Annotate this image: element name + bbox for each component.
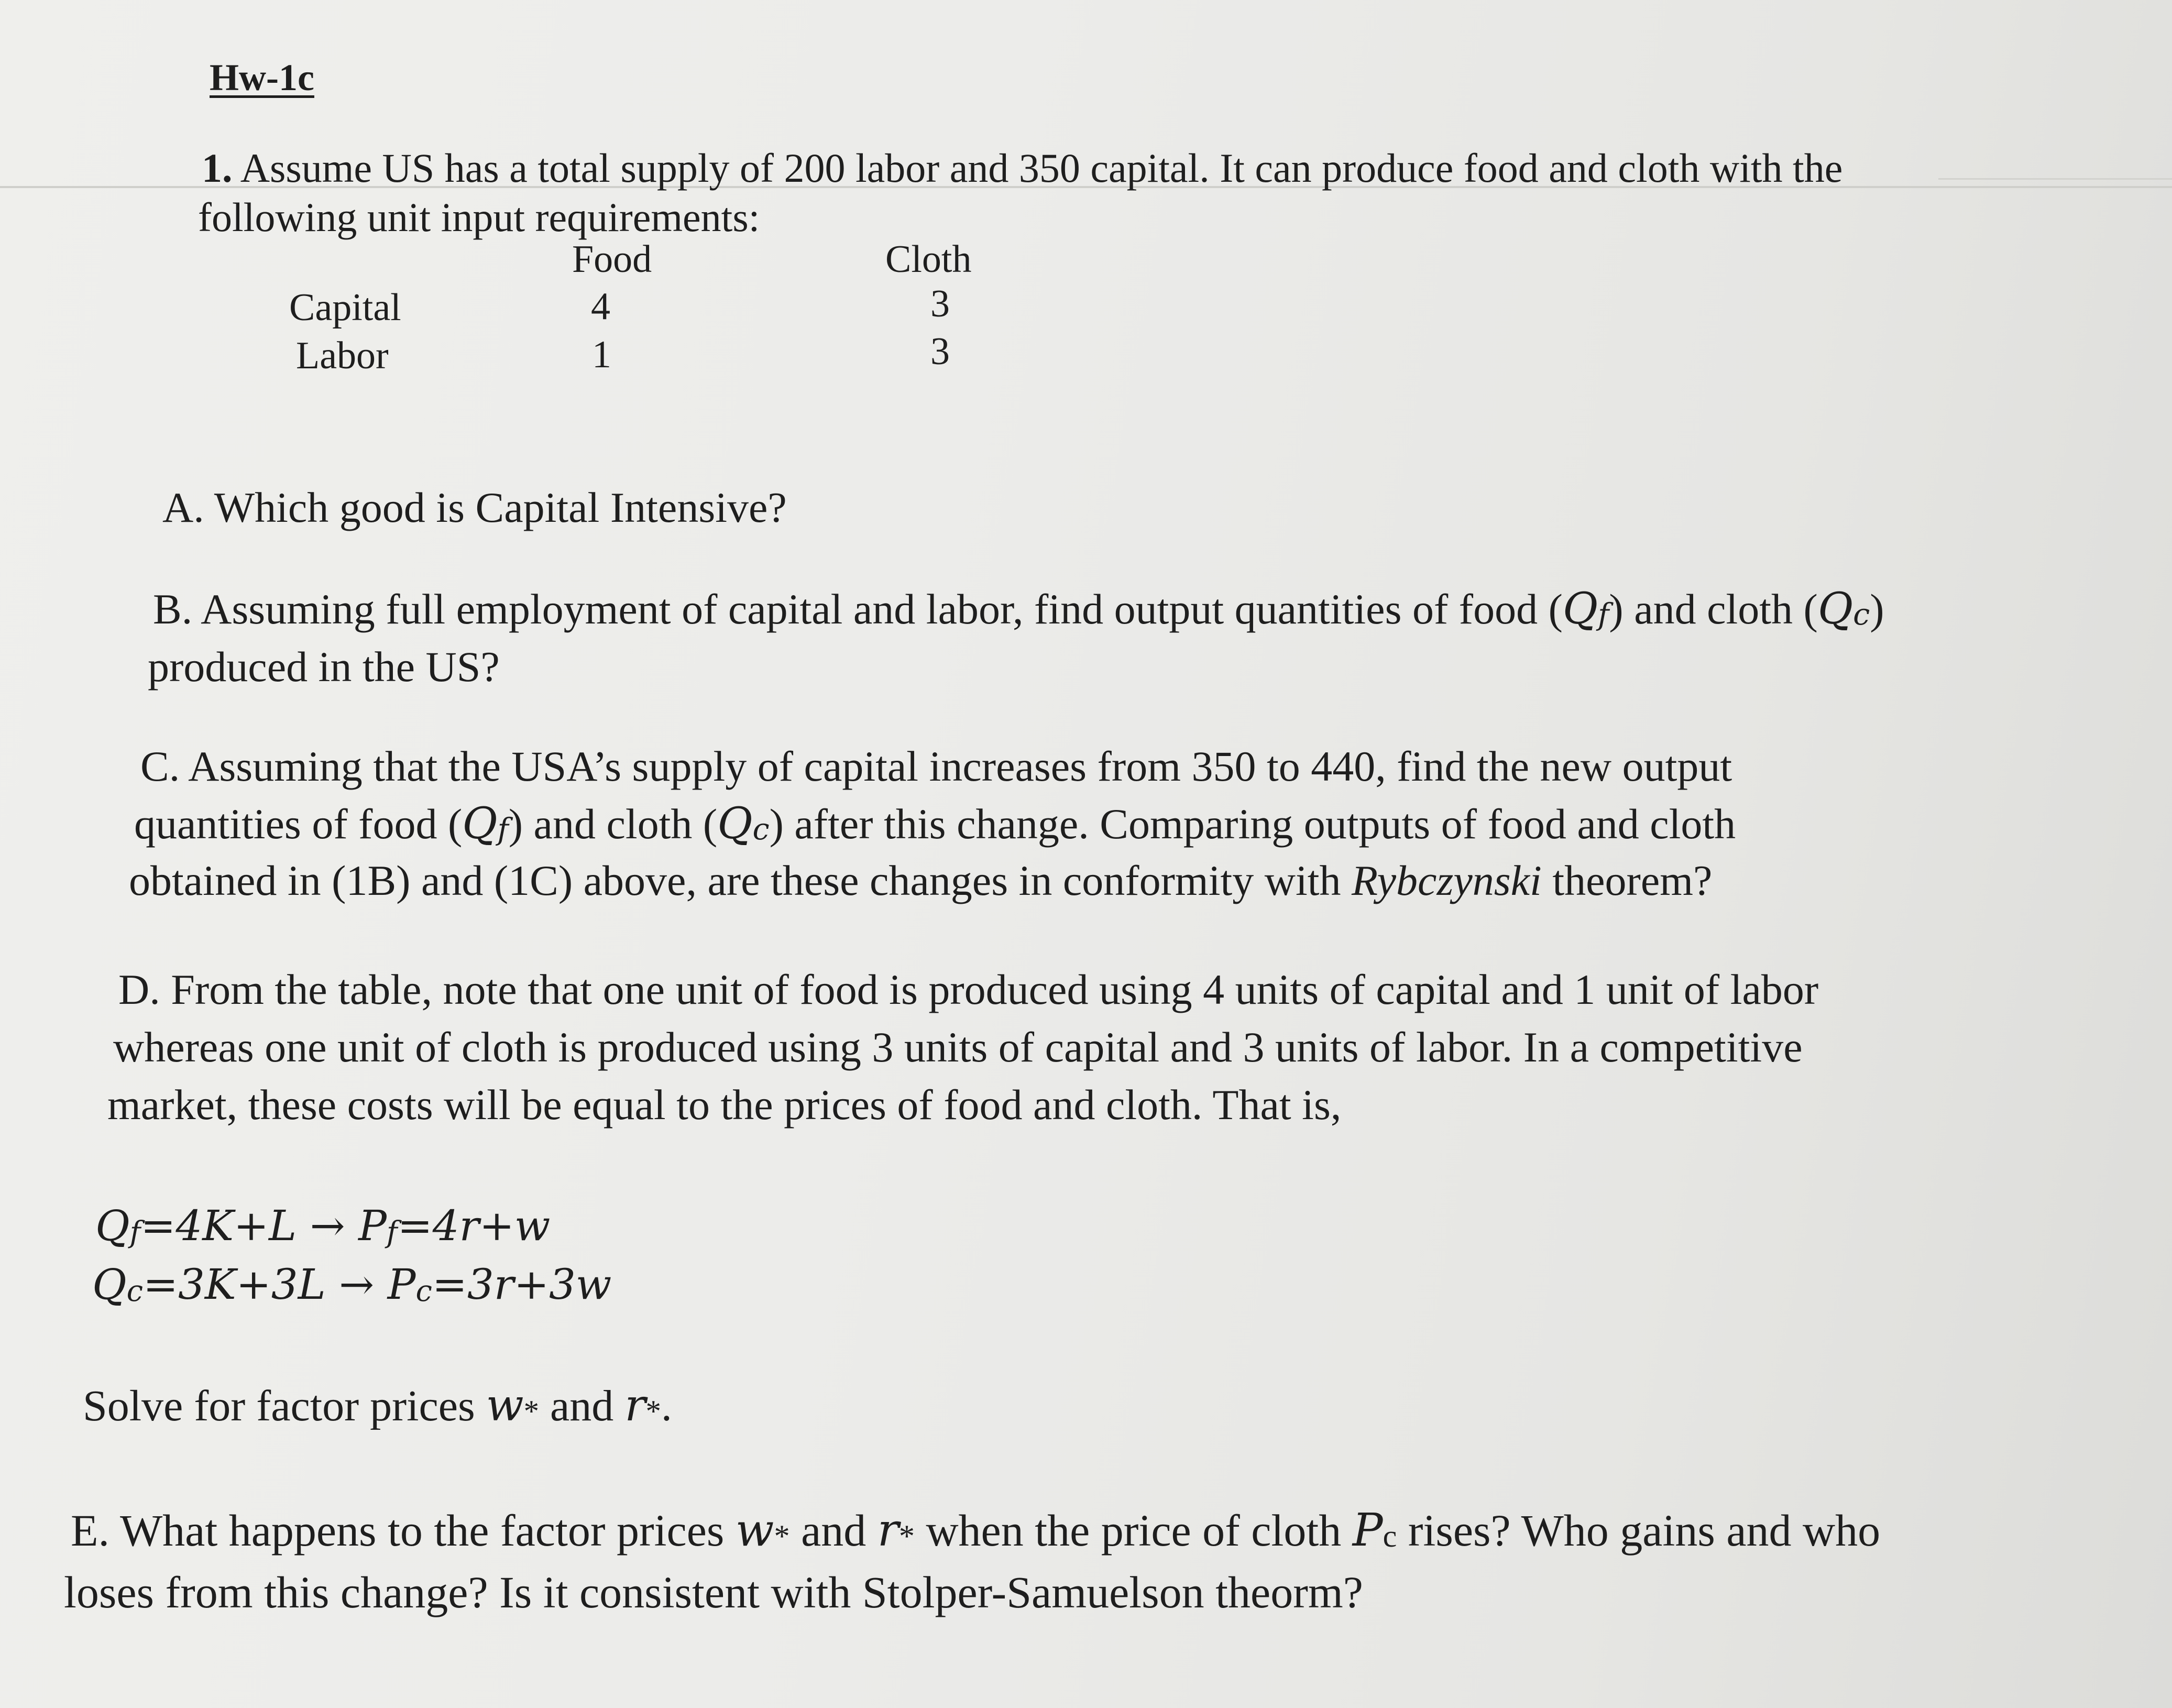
solve-post: .: [661, 1382, 672, 1430]
part-e-line1-pre: E. What happens to the factor prices: [71, 1505, 736, 1556]
part-d-line2: whereas one unit of cloth is produced using 3 units of capital and 3 units of labor. In a competitive: [113, 1023, 1803, 1071]
part-a-question: A. Which good is Capital Intensive?: [162, 484, 787, 531]
part-c-qc-symbol: [717, 799, 769, 849]
part-c-qc-sub: c: [752, 812, 770, 847]
part-d-line3: market, these costs will be equal to the prices of food and cloth. That is,: [107, 1081, 1342, 1129]
table-header-food: Food: [572, 238, 652, 281]
part-c-qf: Q: [462, 799, 498, 849]
eq1-p-sub: f: [386, 1216, 398, 1250]
part-c-qf-sub: f: [497, 812, 509, 847]
part-e-p: P: [1352, 1504, 1383, 1557]
part-b-qc-symbol: [1818, 584, 1870, 634]
eq1-body: =4K+L → P: [140, 1201, 387, 1250]
eq2-q-sub: c: [126, 1274, 143, 1308]
part-b-line2: produced in the US?: [148, 643, 500, 691]
part-e-r-star: *: [898, 1519, 915, 1554]
part-b-line1: [153, 584, 1884, 634]
part-c-line3-pre: obtained in (1B) and (1C) above, are these changes in conformity with: [129, 857, 1352, 904]
part-e-line2: loses from this change? Is it consistent with Stolper-Samuelson theorm?: [64, 1567, 1363, 1617]
part-c-rybczynski: Rybczynski: [1352, 857, 1542, 904]
eq1-q-sub: f: [129, 1216, 141, 1250]
part-b-qc-sub: c: [1853, 597, 1870, 632]
question1-line2: following unit input requirements:: [198, 194, 760, 240]
table-row-labor-food: 1: [592, 333, 611, 376]
solve-factor-prices: [83, 1379, 672, 1431]
part-c-line1: C. Assuming that the USA’s supply of capital increases from 350 to 440, find the new output: [140, 742, 1732, 790]
eq2-q: Q: [92, 1260, 127, 1309]
part-c-line3: [129, 859, 1712, 902]
part-c-qf-symbol: [462, 799, 508, 849]
part-e-line1-mid: when the price of cloth: [914, 1505, 1353, 1556]
part-c-line3-post: theorem?: [1541, 857, 1713, 904]
part-d-line1: D. From the table, note that one unit of food is produced using 4 units of capital and 1 unit of labor: [118, 966, 1819, 1013]
part-b-line1-mid: ) and cloth (: [1609, 585, 1818, 633]
solve-w: w: [486, 1379, 524, 1431]
part-e-line1: [71, 1504, 1881, 1557]
part-c-line2-pre: quantities of food (: [134, 800, 463, 848]
part-b-qf: Q: [1562, 584, 1598, 634]
solve-and: and: [539, 1382, 625, 1430]
part-e-and: and: [789, 1505, 877, 1556]
part-b-qf-sub: f: [1598, 597, 1609, 632]
part-b-qc: Q: [1817, 584, 1853, 634]
part-e-p-sub: c: [1383, 1519, 1397, 1554]
part-e-r: r: [877, 1504, 899, 1557]
eq2-price: =3r+3w: [432, 1260, 612, 1309]
part-b-line1-pre: B. Assuming full employment of capital and labor, find output quantities of food (: [153, 585, 1563, 633]
table-row-capital-cloth: 3: [930, 282, 950, 325]
eq2-p-sub: c: [415, 1274, 432, 1308]
solve-r-star: *: [645, 1394, 661, 1428]
solve-r: r: [624, 1379, 646, 1431]
equation-food: [95, 1201, 551, 1250]
eq2-body: =3K+3L → P: [142, 1260, 416, 1309]
part-b-qf-symbol: [1563, 584, 1609, 634]
solve-pre: Solve for factor prices: [83, 1382, 486, 1430]
equation-cloth: [92, 1260, 612, 1309]
solve-w-star: *: [523, 1394, 540, 1428]
part-c-qc: Q: [717, 799, 753, 849]
part-c-line2-post: ) after this change. Comparing outputs of food and cloth: [769, 800, 1736, 848]
table-header-cloth: Cloth: [885, 238, 972, 281]
part-e-w-star: *: [774, 1519, 790, 1554]
part-c-line2-mid: ) and cloth (: [508, 800, 718, 848]
question1-number: 1.: [202, 145, 233, 191]
eq1-price: =4r+w: [397, 1201, 551, 1250]
homework-title: Hw-1c: [210, 57, 314, 98]
question1-line1-text: Assume US has a total supply of 200 labor and 350 capital. It can produce food and cloth with the: [240, 145, 1843, 191]
part-b-line1-post: ): [1870, 585, 1884, 633]
question1-line1: [202, 145, 1843, 191]
part-e-line1-post: rises? Who gains and who: [1397, 1505, 1881, 1556]
part-e-w: w: [735, 1504, 774, 1557]
paper-fold-line-right: [1938, 178, 2172, 180]
table-row-labor-cloth: 3: [930, 330, 950, 373]
table-row-labor-label: Labor: [296, 334, 389, 377]
eq1-q: Q: [95, 1201, 130, 1250]
table-row-capital-food: 4: [591, 285, 610, 328]
table-row-capital-label: Capital: [289, 286, 401, 329]
part-c-line2: [134, 799, 1736, 849]
